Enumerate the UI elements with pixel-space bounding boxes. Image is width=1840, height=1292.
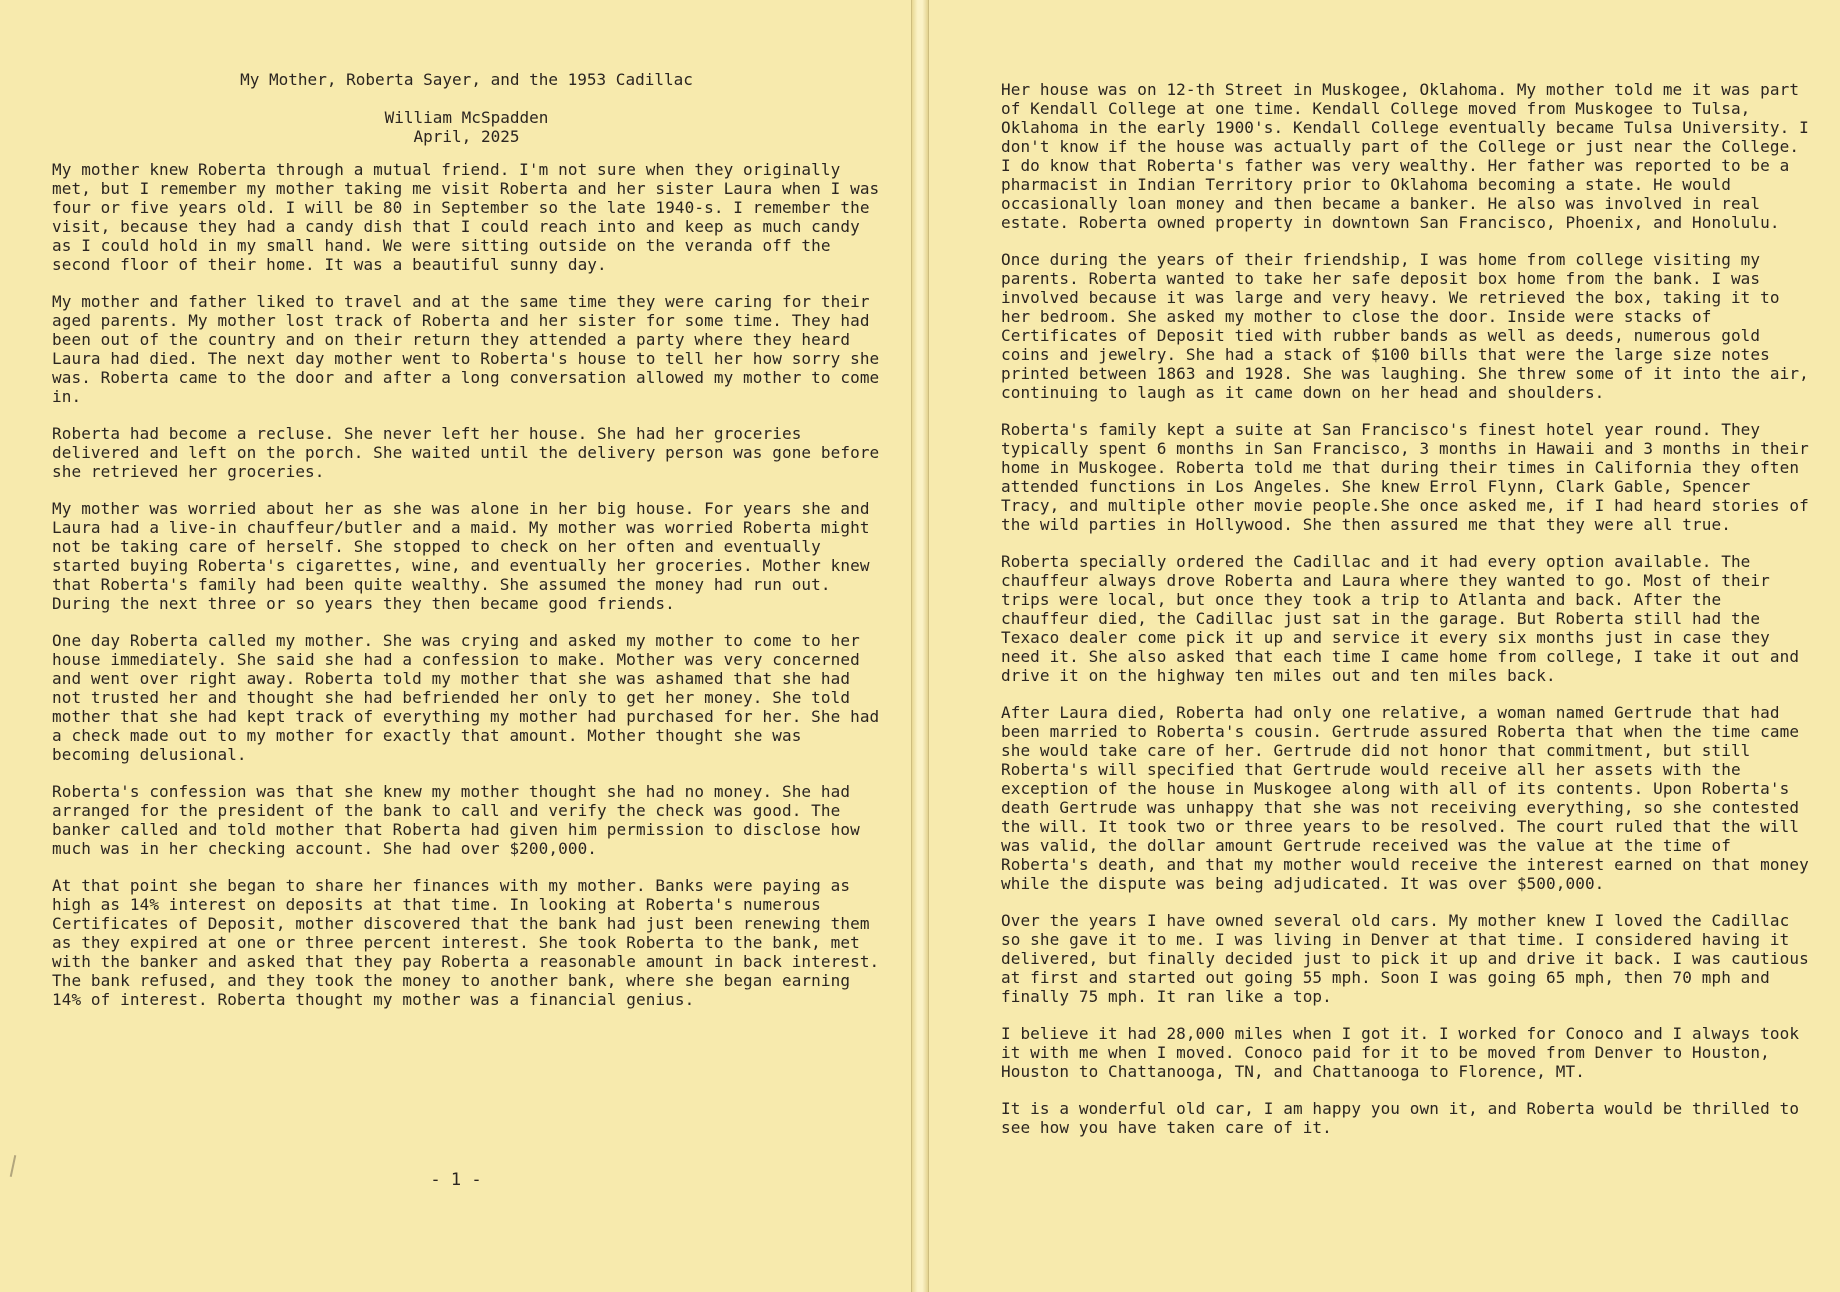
paragraph: Roberta had become a recluse. She never left her house. She had her groceries delivered and left on the porch. She waited until the delivery person was gone before she retrieved her groceries. xyxy=(52,424,880,481)
paragraph: After Laura died, Roberta had only one relative, a woman named Gertrude that had been married to Roberta's cousin. Gertrude assured Roberta that when the time came she would take care of her. Gertrude did not honor that commitment, but still Roberta's will specified that Gertrude would receive all her assets with the exception of the house in Muskogee along with all of its contents. Upon Roberta's death Gertrude was unhappy that she was not receiving everything, so she contested the will. It took two or three years to be resolved. The court ruled that the will was valid, the dollar amount Gertrude received was the value at the time of Roberta's death, and that my mother would receive the interest earned on that money while the dispute was being adjudicated. It was over $500,000. xyxy=(1000,703,1809,893)
right-page xyxy=(929,0,1840,1292)
paragraph: My mother and father liked to travel and at the same time they were caring for their aged parents. My mother lost track of Roberta and her sister for some time. They had been out of the country and on their return they attended a party where they heard Laura had died. The next day mother went to Roberta's house to tell her how sorry she was. Roberta came to the door and after a long conversation allowed my mother to come in. xyxy=(52,292,880,406)
document-date: April, 2025 xyxy=(413,127,520,146)
paragraph: Roberta's family kept a suite at San Francisco's finest hotel year round. They typically spent 6 months in San Francisco, 3 months in Hawaii and 3 months in their home in Muskogee. Roberta told me that during their times in California they often attended functions in Los Angeles. She knew Errol Flynn, Clark Gable, Spencer Tracy, and multiple other movie people.She once asked me, if I had heard stories of the wild parties in Hollywood. She then assured me that they were all true. xyxy=(1000,420,1809,534)
paragraph: I believe it had 28,000 miles when I got it. I worked for Conoco and I always took it with me when I moved. Conoco paid for it to be moved from Denver to Houston, Houston to Chattanooga, TN, and Chattanooga to Florence, MT. xyxy=(1000,1024,1800,1081)
paragraph: My mother knew Roberta through a mutual friend. I'm not sure when they originally met, but I remember my mother taking me visit Roberta and her sister Laura when I was four or five years old. I will be 80 in September so the late 1940-s. I remember the visit, because they had a candy dish that I could reach into and keep as much candy as I could hold in my small hand. We were sitting outside on the veranda off the second floor of their home. It was a beautiful sunny day. xyxy=(52,160,880,274)
paragraph: At that point she began to share her finances with my mother. Banks were paying as high as 14% interest on deposits at that time. In looking at Roberta's numerous Certificates of Deposit, mother discovered that the bank had just been renewing them as they expired at one or three percent interest. She took Roberta to the bank, met with the banker and asked that they pay Roberta a reasonable amount in back interest. The bank refused, and they took the money to another bank, where she began earning 14% of interest. Roberta thought my mother was a financial genius. xyxy=(52,876,880,1009)
document-header xyxy=(52,70,881,146)
document-title: My Mother, Roberta Sayer, and the 1953 Cadillac xyxy=(240,70,693,89)
page-number: - 1 - xyxy=(430,1170,482,1190)
paragraph: Roberta's confession was that she knew my mother thought she had no money. She had arranged for the president of the bank to call and verify the check was good. The banker called and told mother that Roberta had given him permission to disclose how much was in her checking account. She had over $200,000. xyxy=(52,782,860,858)
paragraph: Her house was on 12-th Street in Muskogee, Oklahoma. My mother told me it was part of Kendall College at one time. Kendall College moved from Muskogee to Tulsa, Oklahoma in the early 1900's. Kendall College eventually became Tulsa University. I don't know if the house was actually part of the College or just near the College. I do know that Roberta's father was very wealthy. Her father was reported to be a pharmacist in Indian Territory prior to Oklahoma becoming a state. He would occasionally loan money and then became a banker. He also was involved in real estate. Roberta owned property in downtown San Francisco, Phoenix, and Honolulu. xyxy=(1000,80,1809,232)
paragraph: Once during the years of their friendship, I was home from college visiting my parents. Roberta wanted to take her safe deposit box home from the bank. I was involved because it was large and very heavy. We retrieved the box, taking it to her bedroom. She asked my mother to close the door. Inside were stacks of Certificates of Deposit tied with rubber bands as well as deeds, numerous gold coins and jewelry. She had a stack of $100 bills that were the large size notes printed between 1863 and 1928. She was laughing. She threw some of it into the air, continuing to laugh as it came down on her head and shoulders. xyxy=(1000,250,1809,402)
left-page xyxy=(0,0,911,1292)
paragraph: Roberta specially ordered the Cadillac and it had every option available. The chauffeur always drove Roberta and Laura where they wanted to go. Most of their trips were local, but once they took a trip to Atlanta and back. After the chauffeur died, the Cadillac just sat in the garage. But Roberta still had the Texaco dealer come pick it up and service it every six months just in case they need it. She also asked that each time I came home from college, I take it out and drive it on the highway ten miles out and ten miles back. xyxy=(1000,552,1800,685)
page-gutter xyxy=(911,0,929,1292)
paragraph: My mother was worried about her as she was alone in her big house. For years she and Laura had a live-in chauffeur/butler and a maid. My mother was worried Roberta might not be taking care of herself. She stopped to check on her often and eventually started buying Roberta's cigarettes, wine, and eventually her groceries. Mother knew that Roberta's family had been quite wealthy. She assumed the money had run out. During the next three or so years they then became good friends. xyxy=(52,499,870,613)
paragraph: One day Roberta called my mother. She was crying and asked my mother to come to her house immediately. She said she had a confession to make. Mother was very concerned and went over right away. Roberta told my mother that she was ashamed that she had not trusted her and thought she had befriended her only to get her money. She told mother that she had kept track of everything my mother had purchased for her. She had a check made out to my mother for exactly that amount. Mother thought she was becoming delusional. xyxy=(52,631,880,764)
paragraph: Over the years I have owned several old cars. My mother knew I loved the Cadillac so she gave it to me. I was living in Denver at that time. I considered having it delivered, but finally decided just to pick it up and drive it back. I was cautious at first and started out going 55 mph. Soon I was going 65 mph, then 70 mph and finally 75 mph. It ran like a top. xyxy=(1000,911,1809,1006)
paragraph: It is a wonderful old car, I am happy you own it, and Roberta would be thrilled to see how you have taken care of it. xyxy=(1000,1099,1800,1137)
document-author: William McSpadden xyxy=(384,108,549,127)
